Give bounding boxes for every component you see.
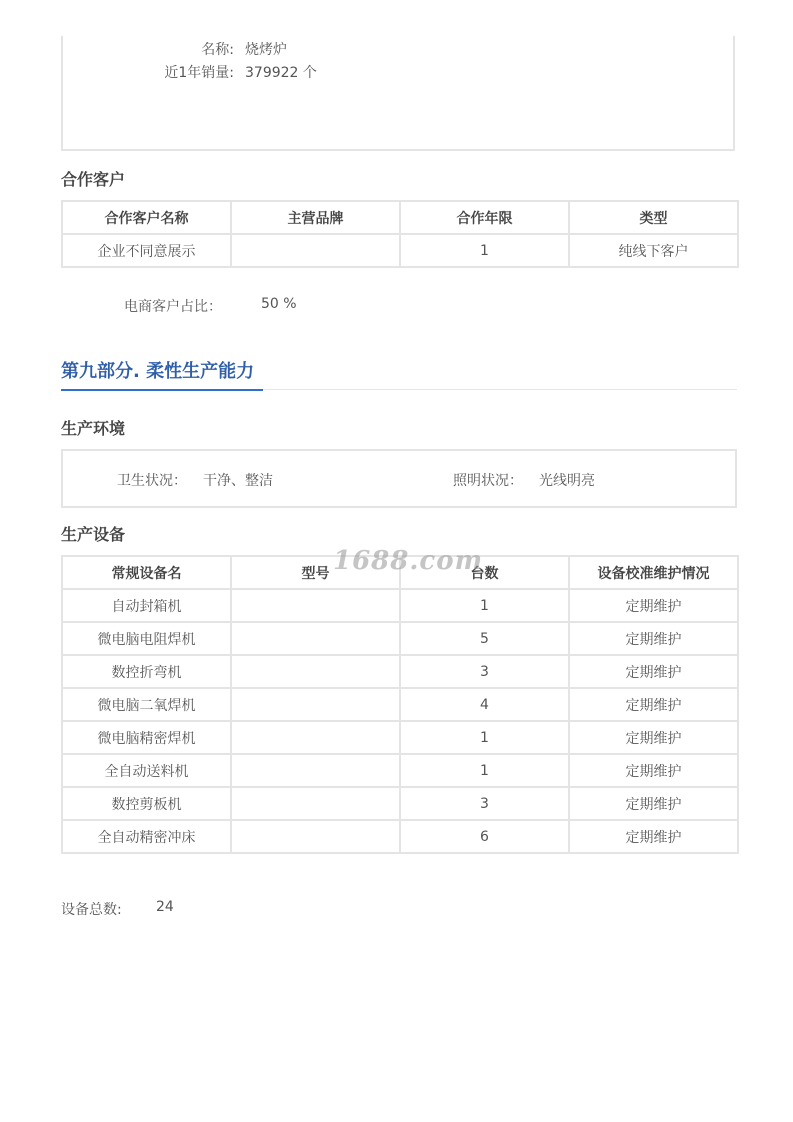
- column-header: 合作客户名称: [62, 201, 231, 234]
- equipment-name-cell: 数控折弯机: [62, 655, 231, 688]
- table-row: [62, 754, 738, 787]
- equipment-model-cell: [231, 787, 400, 820]
- equipment-count-cell: 1: [400, 589, 569, 622]
- equipment-model-cell: [231, 688, 400, 721]
- partner-brand-cell: [231, 234, 400, 267]
- product-sales-label: 近1年销量:: [164, 65, 234, 81]
- equipment-maintenance-cell: 定期维护: [569, 688, 738, 721]
- partner-name-cell: 企业不同意展示: [62, 234, 231, 267]
- product-name-row: [0, 39, 793, 59]
- equipment-count-cell: 1: [400, 754, 569, 787]
- equipment-maintenance-cell: 定期维护: [569, 820, 738, 853]
- equipment-total-value: 24: [156, 899, 174, 915]
- column-header: 常规设备名: [62, 556, 231, 589]
- equipment-name-cell: 数控剪板机: [62, 787, 231, 820]
- partners-header-row: [62, 201, 738, 234]
- column-header: 类型: [569, 201, 738, 234]
- equipment-name-cell: 微电脑精密焊机: [62, 721, 231, 754]
- equipment-count-cell: 6: [400, 820, 569, 853]
- equipment-name-cell: 全自动送料机: [62, 754, 231, 787]
- equipment-model-cell: [231, 622, 400, 655]
- table-row: [62, 787, 738, 820]
- environment-heading: 生产环境: [61, 419, 126, 438]
- table-row: [62, 655, 738, 688]
- equipment-model-cell: [231, 655, 400, 688]
- partner-type-cell: 纯线下客户: [569, 234, 738, 267]
- equipment-name-cell: 全自动精密冲床: [62, 820, 231, 853]
- ecommerce-ratio-value: 50 %: [261, 296, 297, 312]
- part9-title: 第九部分. 柔性生产能力: [61, 361, 255, 382]
- part9-underline: [61, 389, 263, 391]
- hygiene-value: 干净、整洁: [203, 473, 273, 489]
- partners-table: [61, 200, 739, 268]
- equipment-name-cell: 微电脑二氧焊机: [62, 688, 231, 721]
- lighting-value: 光线明亮: [539, 473, 595, 489]
- equipment-count-cell: 5: [400, 622, 569, 655]
- equipment-model-cell: [231, 721, 400, 754]
- equipment-count-cell: 3: [400, 655, 569, 688]
- equipment-model-cell: [231, 754, 400, 787]
- equipment-heading: 生产设备: [61, 525, 126, 544]
- equipment-count-cell: 3: [400, 787, 569, 820]
- equipment-maintenance-cell: 定期维护: [569, 589, 738, 622]
- equipment-table: [61, 555, 739, 854]
- table-row: [62, 622, 738, 655]
- product-sales-row: [0, 62, 793, 82]
- column-header: 合作年限: [400, 201, 569, 234]
- table-row: [62, 721, 738, 754]
- equipment-name-cell: 微电脑电阻焊机: [62, 622, 231, 655]
- equipment-maintenance-cell: 定期维护: [569, 787, 738, 820]
- equipment-count-cell: 4: [400, 688, 569, 721]
- product-name-label: 名称:: [201, 42, 234, 58]
- equipment-maintenance-cell: 定期维护: [569, 721, 738, 754]
- ecommerce-ratio-label: 电商客户占比：: [124, 299, 222, 315]
- equipment-maintenance-cell: 定期维护: [569, 655, 738, 688]
- equipment-model-cell: [231, 589, 400, 622]
- watermark-logo: 1688.com: [333, 546, 484, 576]
- column-header: 主营品牌: [231, 201, 400, 234]
- table-row: [62, 234, 738, 267]
- table-row: [62, 820, 738, 853]
- equipment-name-cell: 自动封箱机: [62, 589, 231, 622]
- equipment-model-cell: [231, 820, 400, 853]
- equipment-count-cell: 1: [400, 721, 569, 754]
- product-name-value: 烧烤炉: [245, 42, 287, 58]
- table-row: [62, 688, 738, 721]
- partner-years-cell: 1: [400, 234, 569, 267]
- equipment-total-label: 设备总数:: [61, 902, 122, 918]
- equipment-maintenance-cell: 定期维护: [569, 622, 738, 655]
- partners-heading: 合作客户: [61, 170, 126, 189]
- table-row: [62, 589, 738, 622]
- column-header: 台数: [400, 556, 569, 589]
- equipment-maintenance-cell: 定期维护: [569, 754, 738, 787]
- column-header: 型号: [231, 556, 400, 589]
- hygiene-label: 卫生状况：: [117, 473, 187, 489]
- lighting-label: 照明状况：: [453, 473, 523, 489]
- product-sales-value: 379922 个: [245, 65, 317, 81]
- column-header: 设备校准维护情况: [569, 556, 738, 589]
